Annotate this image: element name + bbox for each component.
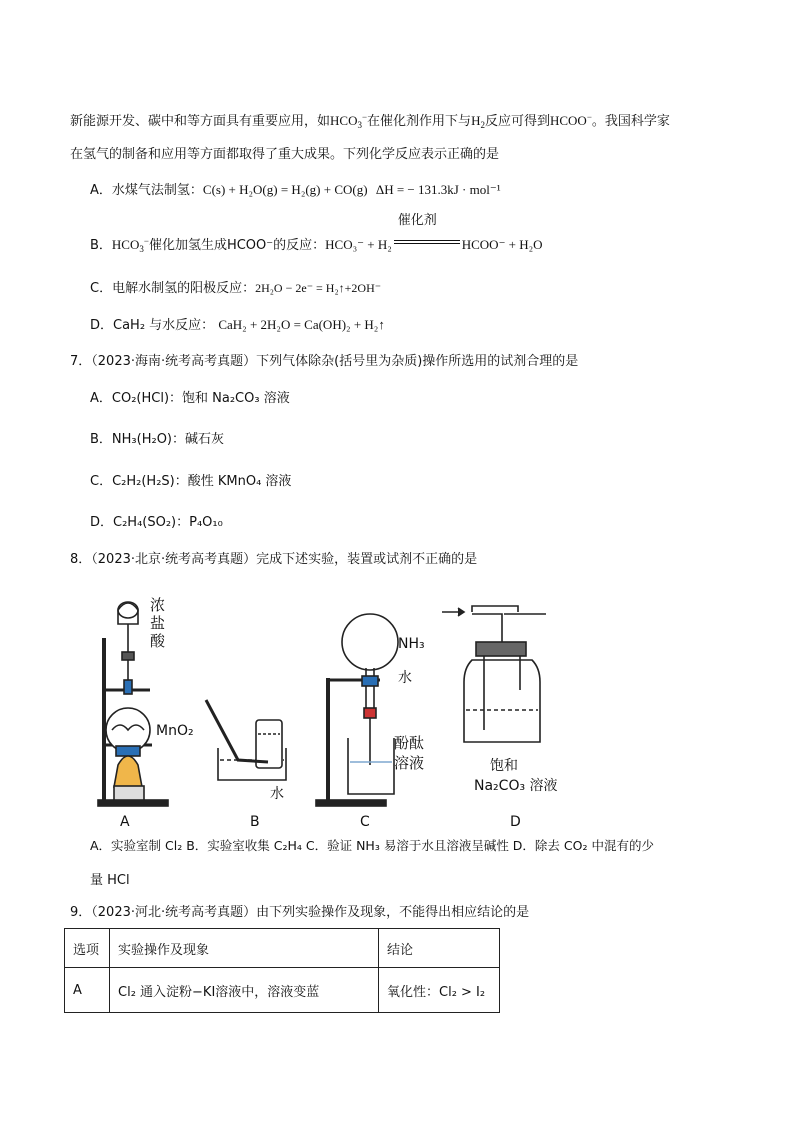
q8-options-cont: 量 HCl (90, 873, 130, 888)
q9-table (64, 928, 500, 1013)
cell-procedure: Cl₂ 通入淀粉−KI溶液中，溶液变蓝 (110, 968, 379, 1013)
h2-formula: $H_2$ (471, 113, 485, 130)
header-procedure: 实验操作及现象 (110, 929, 379, 968)
label-mno2: MnO₂ (156, 723, 194, 739)
q6-option-b-right: HCOO⁻ + H₂O (461, 237, 543, 252)
intro-line-1 (70, 107, 670, 135)
q7-option-c: C．C₂H₂(H₂S)：酸性 KMnO₄ 溶液 (90, 474, 292, 489)
caption-b: B (250, 814, 260, 830)
header-conclusion: 结论 (379, 929, 500, 968)
label-nh3: NH₃ (398, 636, 425, 652)
q9-stem: 9．（2023·河北·统考高考真题）由下列实验操作及现象，不能得出相应结论的是 (70, 905, 530, 920)
apparatus-b (206, 700, 286, 780)
catalyst-arrow (392, 213, 462, 251)
table-row (65, 968, 500, 1013)
apparatus-c (316, 614, 398, 806)
hco3-formula: $HCO_3^-$ (330, 112, 368, 130)
q6-option-a-enthalpy: ΔH = − 131.3kJ · mol⁻¹ (375, 182, 501, 197)
caption-a: A (120, 814, 130, 830)
q8-stem: 8．（2023·北京·统考高考真题）完成下述实验，装置或试剂不正确的是 (70, 552, 478, 567)
q7-option-a: A．CO₂(HCl)：饱和 Na₂CO₃ 溶液 (90, 391, 290, 406)
apparatus-d (442, 606, 546, 742)
q8-apparatus-diagram (80, 590, 600, 830)
label-saturated: 饱和 (490, 758, 518, 774)
q7-option-b: B．NH₃(H₂O)：碱石灰 (90, 432, 224, 447)
q6-option-a: A．水煤气法制氢：C(s) + H₂O(g) = H₂(g) + CO(g) ΔH = − 131.3kJ · mol⁻¹ (90, 182, 501, 198)
cell-option: A (65, 968, 110, 1013)
q7-option-d: D．C₂H₄(SO₂)：P₄O₁₀ (90, 515, 223, 530)
table-header-row (65, 929, 500, 968)
label-phenolphthalein-2: 溶液 (394, 754, 425, 772)
intro-line-2: 在氢气的制备和应用等方面都取得了重大成果。下列化学反应表示正确的是 (70, 147, 500, 162)
label-water-b: 水 (270, 786, 284, 802)
cell-conclusion: 氧化性：Cl₂ > I₂ (379, 968, 500, 1013)
q6-option-b: B．$HCO_3^-$催化加氢生成HCOO⁻的反应：HCO₃⁻ + H₂ 催化剂 HCOO⁻ + H₂O (90, 213, 543, 254)
intro-text-d: 。我国科学家 (591, 114, 670, 129)
label-water-c: 水 (398, 670, 412, 686)
q6-option-b-left: HCO₃⁻ + H₂ (325, 237, 392, 252)
q6-option-a-equation: C(s) + H₂O(g) = H₂(g) + CO(g) (202, 182, 368, 197)
intro-text-b: 在催化剂作用下与 (367, 114, 472, 129)
caption-c: C (360, 814, 370, 830)
header-option: 选项 (65, 929, 110, 968)
intro-text-c: 反应可得到 (484, 114, 550, 129)
label-conc-3: 酸 (150, 632, 166, 650)
q8-options: A．实验室制 Cl₂ B．实验室收集 C₂H₄ C．验证 NH₃ 易溶于水且溶液呈碱性 D．除去 CO₂ 中混有的少 (90, 838, 654, 853)
catalyst-label: 催化剂 (397, 213, 437, 228)
q6-option-c-equation: 2H₂O − 2e⁻ = H₂↑+2OH⁻ (255, 281, 382, 295)
hcoo-formula: HCOO− (549, 112, 592, 128)
q6-option-d: D．CaH₂ 与水反应： CaH₂ + 2H₂O = Ca(OH)₂ + H₂↑ (90, 317, 385, 333)
label-phenolphthalein-1: 酚酞 (394, 734, 425, 752)
label-conc-2: 盐 (150, 614, 166, 632)
q6-b-hco3: $HCO_3^-$ (111, 236, 149, 254)
caption-d: D (510, 814, 521, 830)
q6-option-c: C．电解水制氢的阳极反应：2H₂O − 2e⁻ = H₂↑+2OH⁻ (90, 281, 382, 296)
q7-stem: 7．（2023·海南·统考高考真题）下列气体除杂(括号里为杂质)操作所选用的试剂合理的是 (70, 354, 579, 369)
intro-text-a: 新能源开发、碳中和等方面具有重要应用，如 (70, 114, 331, 129)
label-na2co3-solution: Na₂CO₃ 溶液 (474, 778, 558, 794)
label-conc-1: 浓 (150, 596, 166, 614)
q6-option-d-equation: CaH₂ + 2H₂O = Ca(OH)₂ + H₂↑ (218, 317, 385, 332)
